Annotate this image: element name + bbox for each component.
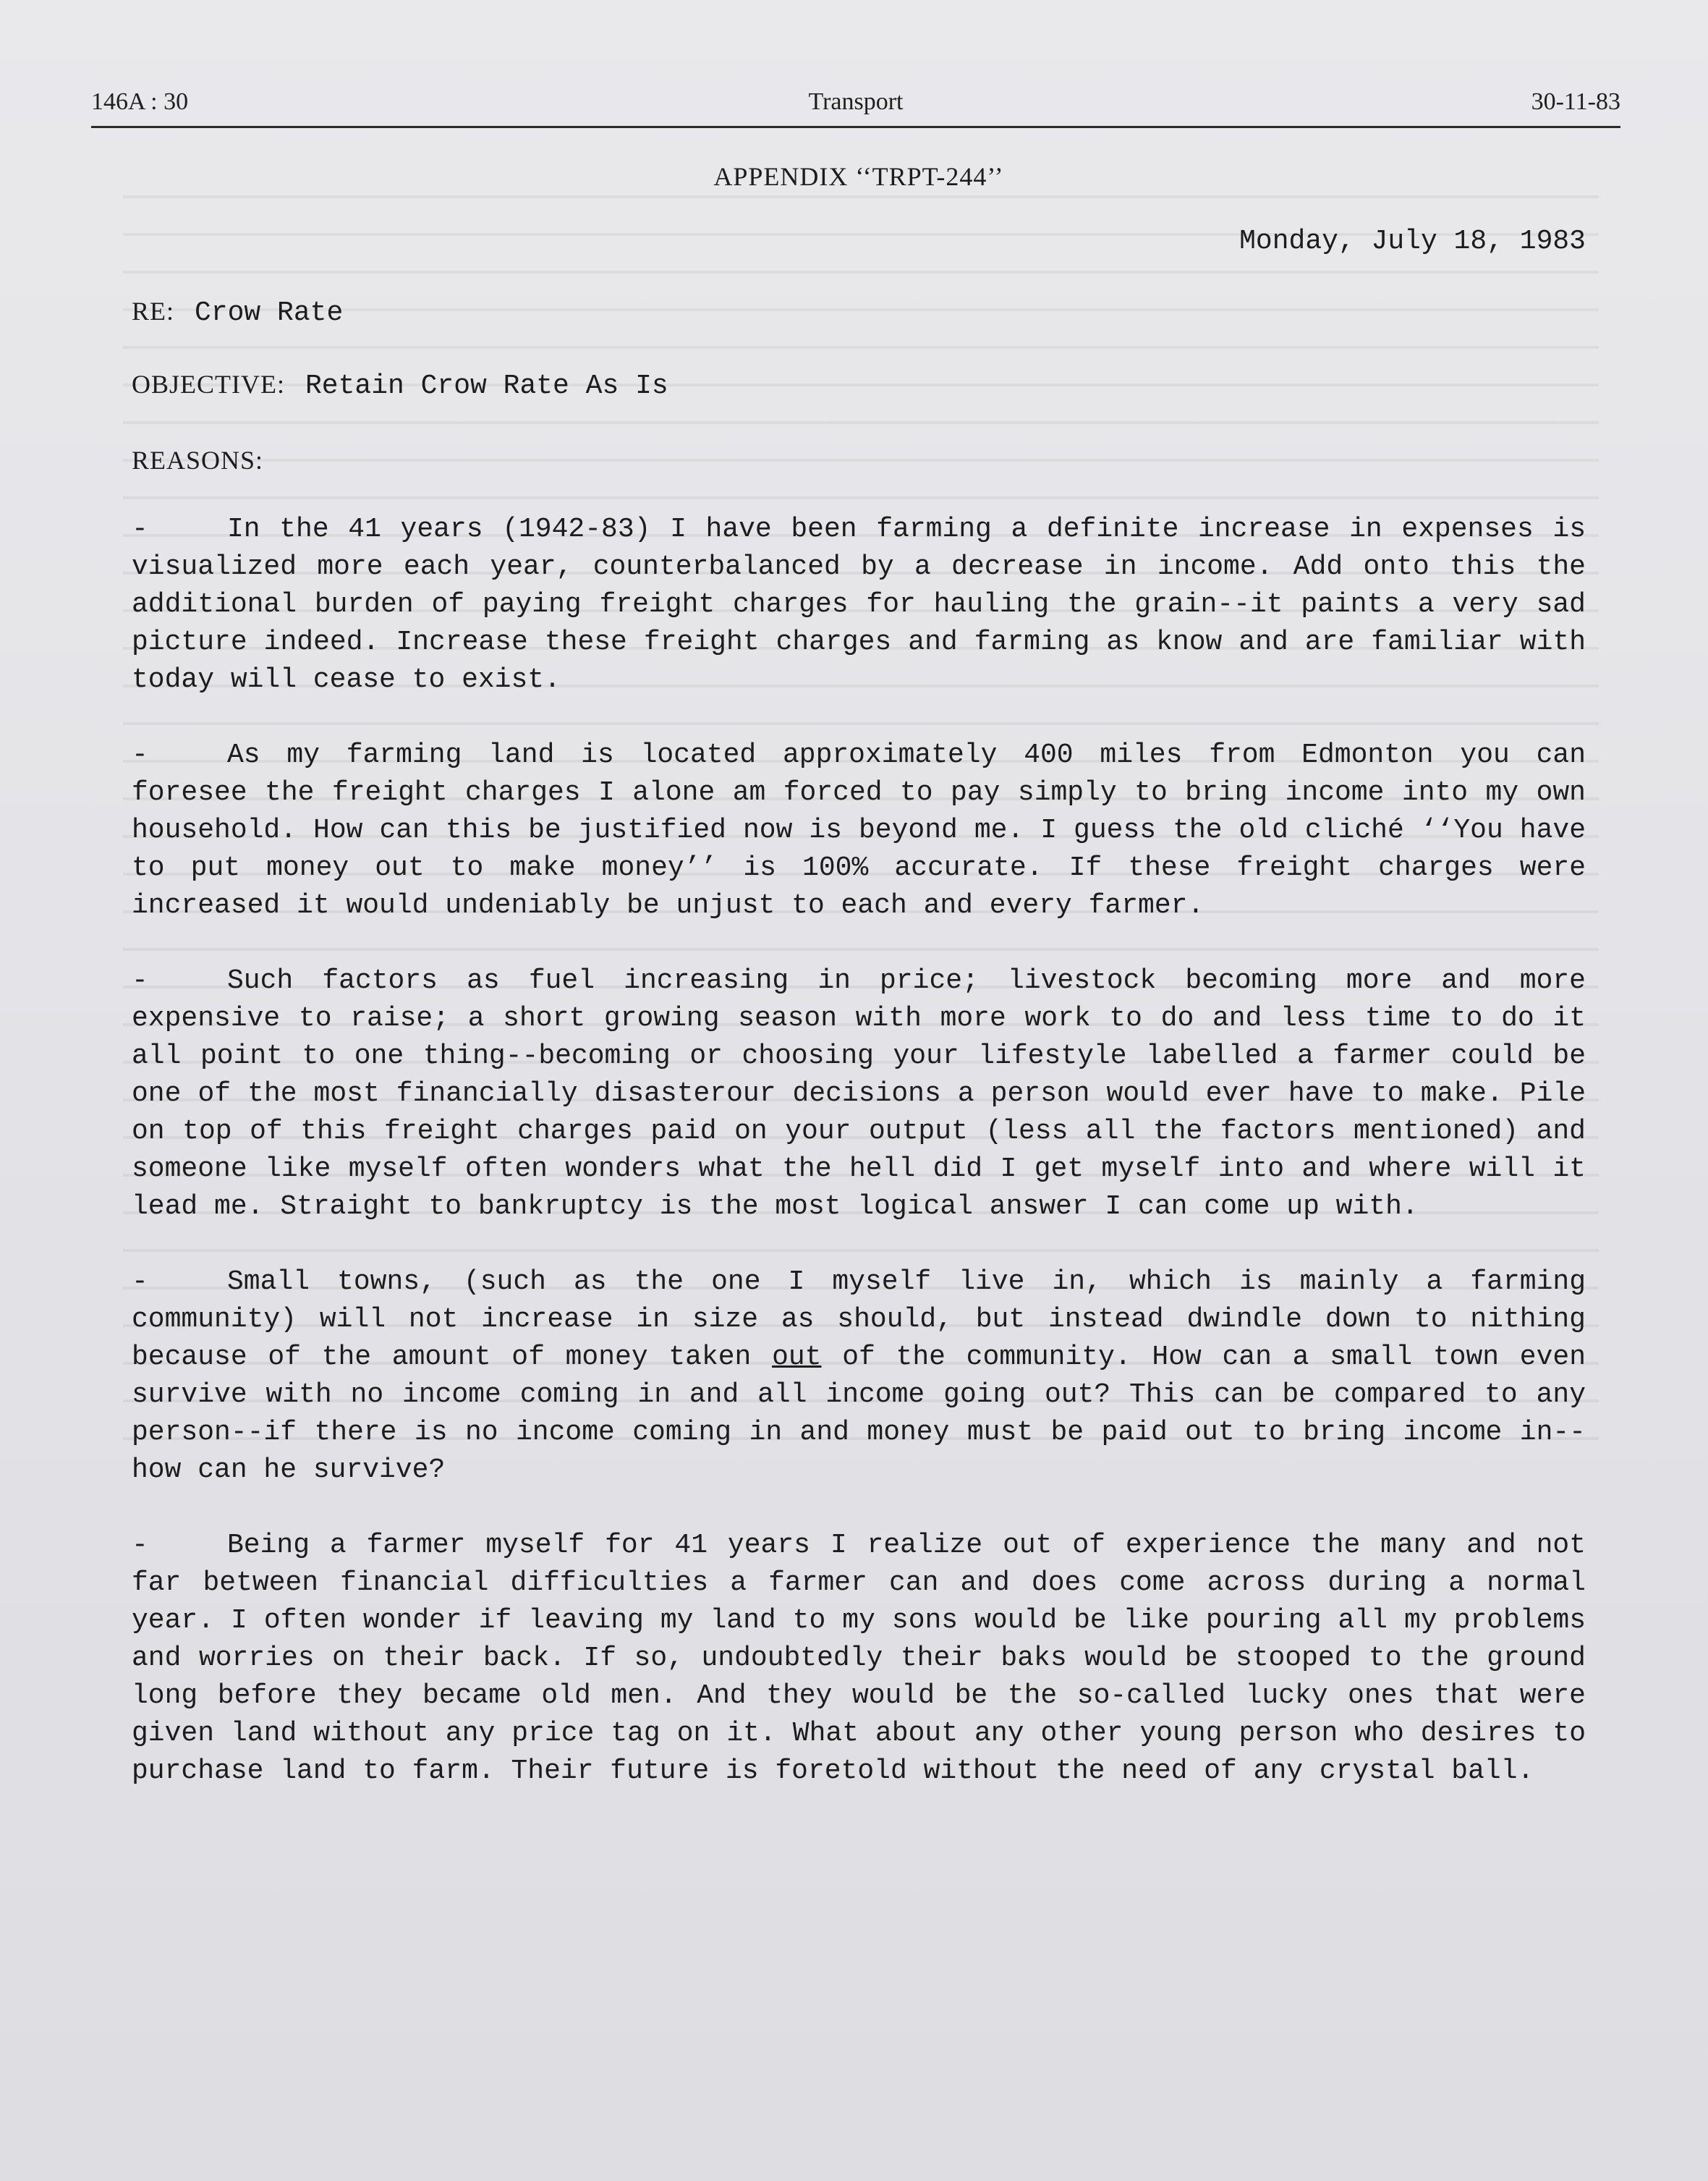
reason-paragraph	[132, 962, 1586, 1226]
letter-date: Monday, July 18, 1983	[1239, 226, 1586, 257]
re-value: Crow Rate	[195, 297, 344, 329]
objective-label: OBJECTIVE:	[132, 370, 285, 399]
reason-paragraph	[132, 511, 1586, 699]
header-page-number: 146A : 30	[91, 88, 189, 115]
paragraph-text: Being a farmer myself for 41 years I realize out of experience the many and not far between financial difficulties a farmer can and does come across during a normal year. I often wonder if leaving my land to my sons would be like pouring all my problems and worries on their back. If so, undoubtedly their baks would be stooped to the ground long before they became old men. And they would be the so-called lucky ones that were given land without any price tag on it. What about any other young person who desires to purchase land to farm. Their future is foretold without the need of any crystal ball.	[132, 1530, 1586, 1787]
reasons-heading: REASONS:	[132, 446, 264, 475]
re-label: RE:	[132, 297, 175, 326]
paragraph-text: As my farming land is located approximately 400 miles from Edmonton you can foresee the freight charges I alone am forced to pay simply to bring income into my own household. How can this be justified now is beyond me. I guess the old cliché ‘‘You have to put money out to make money’’ is 100% accurate. If these freight charges were increased it would undeniably be unjust to each and every farmer.	[132, 740, 1586, 921]
paragraph-text: In the 41 years (1942-83) I have been farming a definite increase in expenses is visualized more each year, counterbalanced by a decrease in income. Add onto this the additional burden of paying freight charges for hauling the grain--it paints a very sad picture indeed. Increase these freight charges and farming as know and are familiar with today will cease to exist.	[132, 514, 1586, 695]
objective-line	[132, 365, 1586, 405]
paragraph-text: Such factors as fuel increasing in price; livestock becoming more and more expensive to raise; a short growing season with more work to do and less time to do it all point to one thing--becoming or choosing your lifestyle labelled a farmer could be one of the most financially disasterour decisions a person would ever have to make. Pile on top of this freight charges paid on your output (less all the factors mentioned) and someone like myself often wonders what the hell did I get myself into and where will it lead me. Straight to bankruptcy is the most logical answer I can come up with.	[132, 965, 1586, 1222]
header-date: 30-11-83	[1531, 88, 1620, 115]
reason-paragraph	[132, 1527, 1586, 1790]
document-body	[132, 158, 1586, 1790]
underlined-word: out	[772, 1342, 822, 1373]
header-section-title: Transport	[808, 88, 904, 115]
page-header	[91, 85, 1620, 128]
appendix-title: APPENDIX ‘‘TRPT-244’’	[713, 162, 1004, 191]
paragraph-text-before: Small towns, (such as the one I myself live in, which is mainly a farming community) will not increase in size as should, but instead dwindle down to nithing because of the amount of money taken	[132, 1266, 1586, 1373]
bullet-dash: -	[132, 965, 148, 996]
objective-value: Retain Crow Rate As Is	[305, 370, 668, 402]
bullet-dash: -	[132, 740, 148, 771]
reason-paragraph	[132, 737, 1586, 925]
bullet-dash: -	[132, 1266, 148, 1297]
bullet-dash: -	[132, 1530, 148, 1561]
bullet-dash: -	[132, 514, 148, 545]
re-line	[132, 292, 1586, 332]
paragraph-text-after: of the community. How can a small town even survive with no income coming in and all income going out? This can be compared to any person--if there is no income coming in and money must be paid out to bring income in--how can he survive?	[132, 1342, 1586, 1486]
reason-paragraph	[132, 1263, 1586, 1489]
